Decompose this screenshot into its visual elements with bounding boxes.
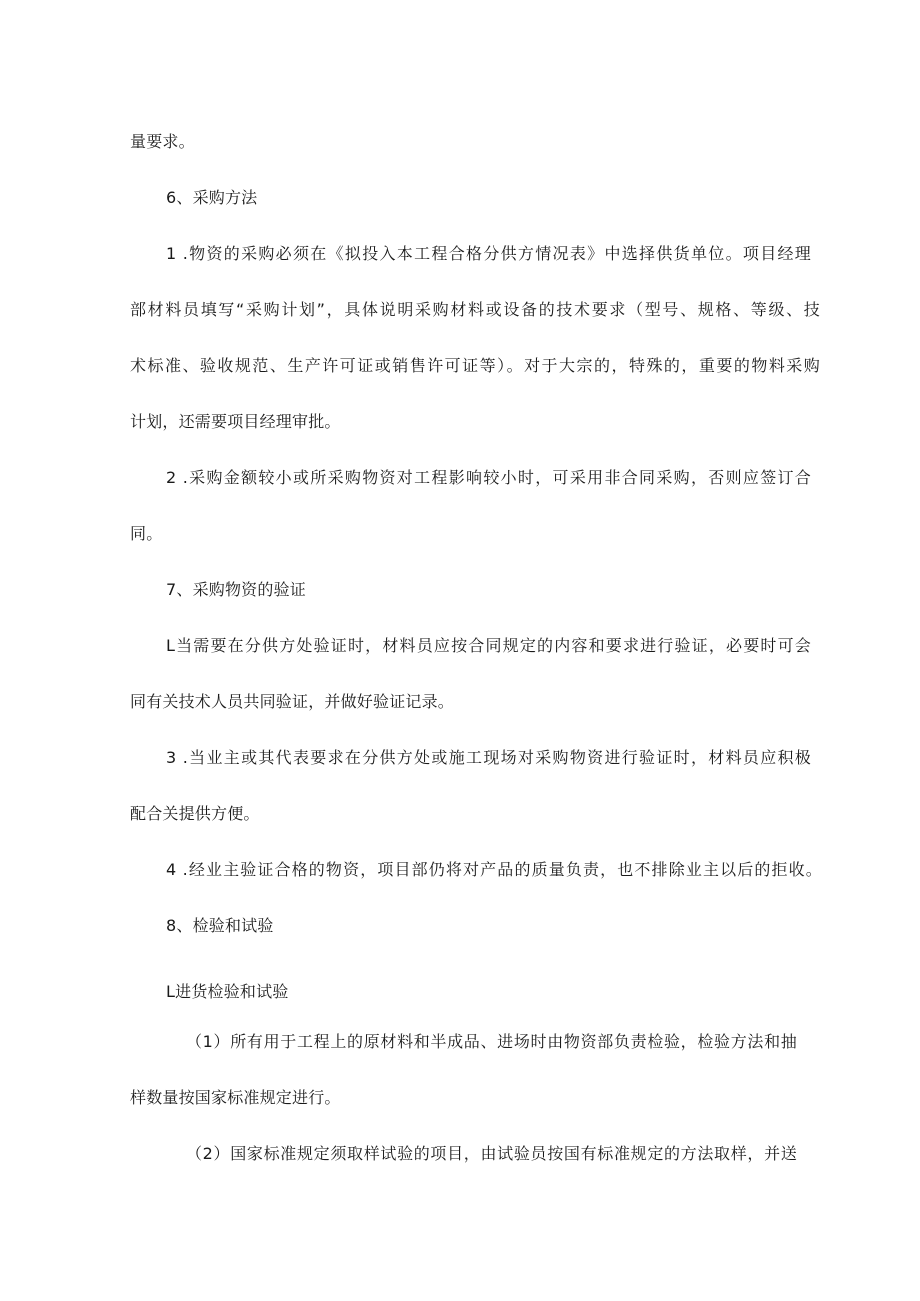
- section-heading: 6、采购方法: [166, 188, 258, 207]
- paragraph-line: 计划，还需要项目经理审批。: [130, 412, 341, 431]
- paragraph-line: 同。: [130, 524, 163, 543]
- paragraph-line: （2）国家标准规定须取样试验的项目，由试验员按国有标准规定的方法取样，并送: [186, 1144, 797, 1163]
- paragraph-line: 2 .采购金额较小或所采购物资对工程影响较小时，可采用非合同采购，否则应签订合: [166, 468, 811, 487]
- paragraph-line: 术标准、验收规范、生产许可证或销售许可证等）。对于大宗的，特殊的，重要的物料采购: [130, 356, 820, 375]
- paragraph-line: L当需要在分供方处验证时，材料员应按合同规定的内容和要求进行验证，必要时可会: [166, 636, 811, 655]
- paragraph-line: 配合关提供方便。: [130, 804, 260, 823]
- paragraph-line: 同有关技术人员共同验证，并做好验证记录。: [130, 692, 455, 711]
- section-heading: 8、检验和试验: [166, 916, 274, 935]
- paragraph-line: 4 .经业主验证合格的物资，项目部仍将对产品的质量负责，也不排除业主以后的拒收。: [166, 860, 822, 879]
- paragraph-line: 3 .当业主或其代表要求在分供方处或施工现场对采购物资进行验证时，材料员应积极: [166, 748, 811, 767]
- paragraph-line: 1 .物资的采购必须在《拟投入本工程合格分供方情况表》中选择供货单位。项目经理: [166, 244, 811, 263]
- subsection-heading: L进货检验和试验: [166, 982, 289, 1001]
- paragraph-line: 量要求。: [130, 132, 195, 151]
- paragraph-line: （1）所有用于工程上的原材料和半成品、进场时由物资部负责检验，检验方法和抽: [186, 1032, 797, 1051]
- paragraph-line: 样数量按国家标准规定进行。: [130, 1088, 341, 1107]
- paragraph-line: 部材料员填写“采购计划”，具体说明采购材料或设备的技术要求（型号、规格、等级、技: [130, 300, 820, 319]
- section-heading: 7、采购物资的验证: [166, 580, 306, 599]
